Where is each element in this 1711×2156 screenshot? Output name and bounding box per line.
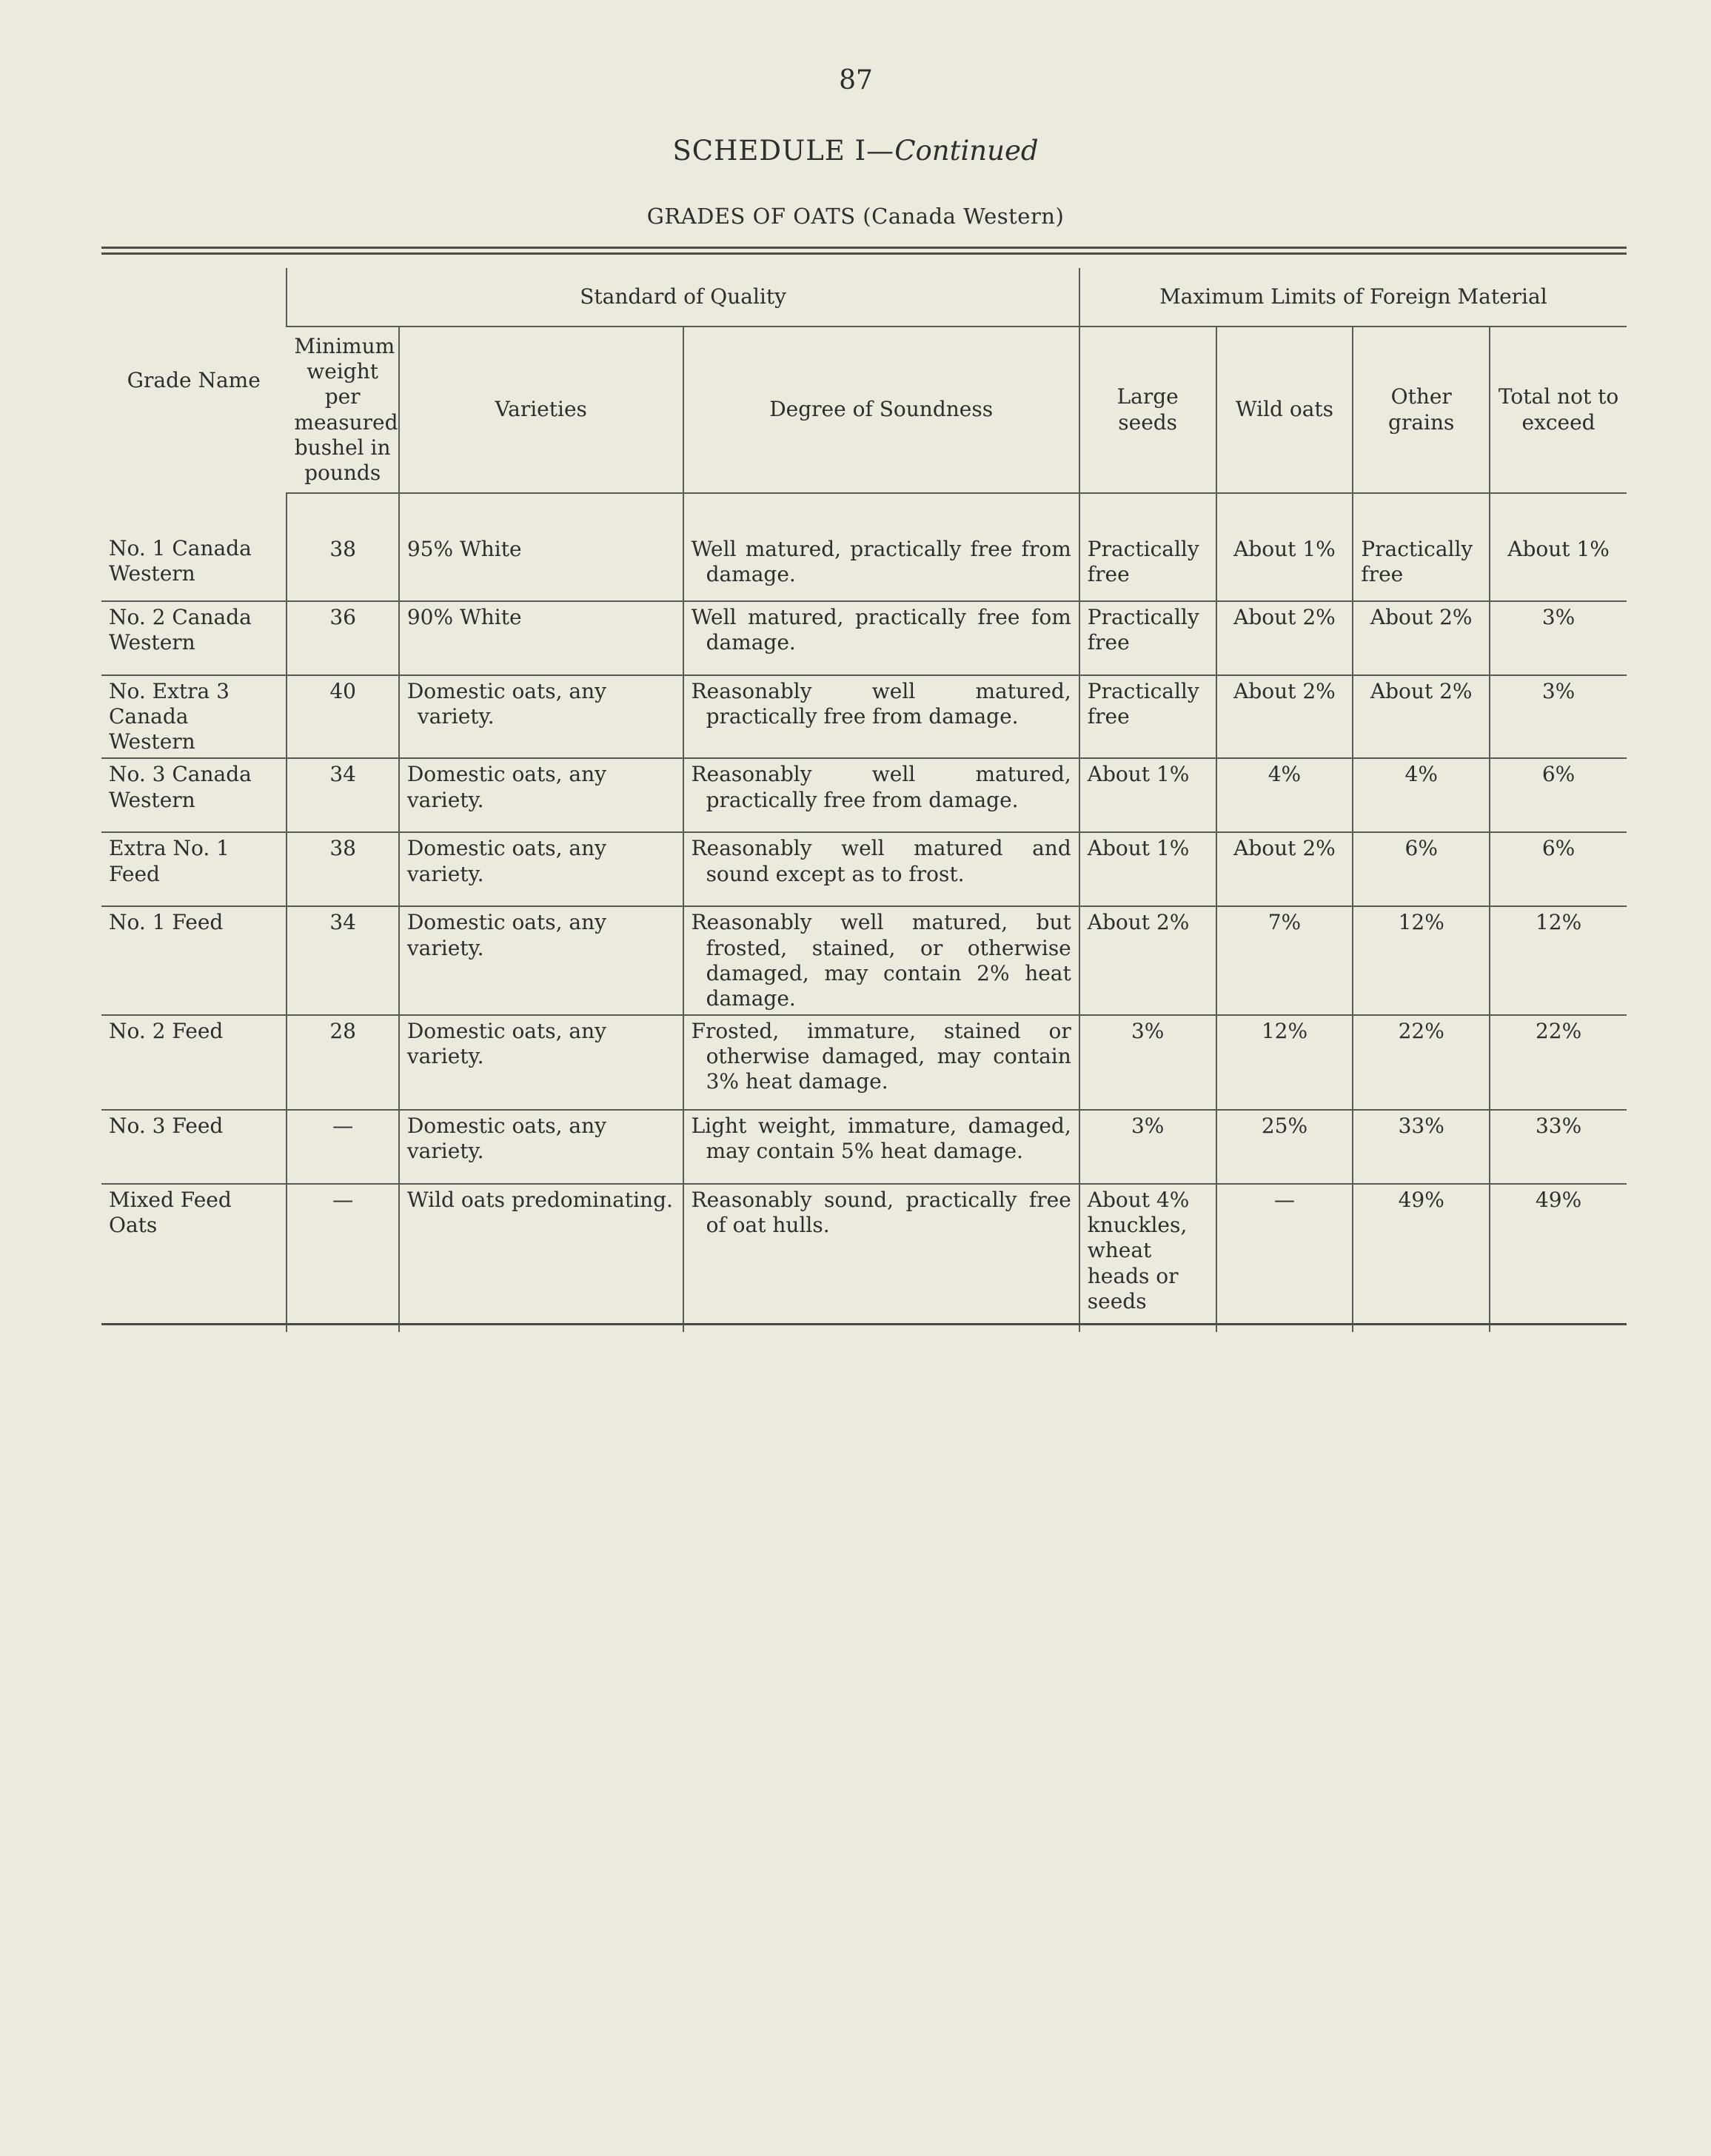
soundness-cell: Reasonably well matured and sound except as to frost. (683, 832, 1079, 906)
wild-oats-cell: About 2% (1216, 675, 1353, 758)
header-min-weight: Minimum weight per measured bushel in pounds (287, 327, 398, 493)
wild-oats-cell: About 2% (1216, 832, 1353, 906)
header-max-limits: Maximum Limits of Foreign Material (1079, 268, 1627, 327)
header-grade-name: Grade Name (127, 367, 261, 392)
large-seeds-cell: About 1% (1079, 832, 1216, 906)
other-grains-cell: 4% (1353, 758, 1490, 832)
total-cell: About 1% (1490, 493, 1627, 601)
schedule-title (0, 135, 1711, 167)
weight-cell: — (287, 1184, 398, 1332)
soundness-cell: Frosted, immature, stained or otherwise damaged, may contain 3% heat damage. (683, 1015, 1079, 1110)
wild-oats-cell: 7% (1216, 906, 1353, 1015)
soundness-cell: Reasonably well matured, practically free from damage. (683, 675, 1079, 758)
total-cell: 3% (1490, 601, 1627, 675)
header-varieties: Varieties (399, 327, 683, 493)
top-double-rule-upper (101, 247, 1627, 249)
weight-cell: — (287, 1110, 398, 1184)
page-number: 87 (839, 65, 873, 96)
other-grains-cell: 33% (1353, 1110, 1490, 1184)
total-cell: 33% (1490, 1110, 1627, 1184)
table-row (101, 601, 1627, 675)
wild-oats-cell: About 1% (1216, 493, 1353, 601)
total-cell: 6% (1490, 758, 1627, 832)
weight-cell: 34 (287, 906, 398, 1015)
other-grains-cell: About 2% (1353, 675, 1490, 758)
soundness-cell: Light weight, immature, damaged, may contain 5% heat damage. (683, 1110, 1079, 1184)
grade-name-cell: Mixed Feed Oats (101, 1184, 287, 1332)
grade-name-cell: No. 2 Canada Western (101, 601, 287, 675)
table-row (101, 1184, 1627, 1332)
weight-cell: 28 (287, 1015, 398, 1110)
total-cell: 49% (1490, 1184, 1627, 1332)
schedule-title-suffix: Continued (894, 135, 1039, 167)
other-grains-cell: Practically free (1353, 493, 1490, 601)
header-wild-oats: Wild oats (1216, 327, 1353, 493)
weight-cell: 34 (287, 758, 398, 832)
table-row (101, 1015, 1627, 1110)
large-seeds-cell: 3% (1079, 1015, 1216, 1110)
wild-oats-cell: 4% (1216, 758, 1353, 832)
table-row (101, 1110, 1627, 1184)
large-seeds-cell: Practically free (1079, 493, 1216, 601)
wild-oats-cell: 25% (1216, 1110, 1353, 1184)
weight-cell: 38 (287, 493, 398, 601)
large-seeds-cell: About 1% (1079, 758, 1216, 832)
grade-name-cell: No. 3 Canada Western (101, 758, 287, 832)
wild-oats-cell: 12% (1216, 1015, 1353, 1110)
grade-name-cell: Extra No. 1 Feed (101, 832, 287, 906)
wild-oats-cell: — (1216, 1184, 1353, 1332)
table-row (101, 832, 1627, 906)
grade-name-cell: No. 3 Feed (101, 1110, 287, 1184)
soundness-cell: Reasonably sound, practically free of oat hulls. (683, 1184, 1079, 1332)
varieties-cell: 95% White (399, 493, 683, 601)
header-degree-of-soundness: Degree of Soundness (683, 327, 1079, 493)
wild-oats-cell: About 2% (1216, 601, 1353, 675)
table-row (101, 675, 1627, 758)
weight-cell: 36 (287, 601, 398, 675)
grade-name-cell: No. Extra 3 Canada Western (101, 675, 287, 758)
total-cell: 6% (1490, 832, 1627, 906)
varieties-cell: Domestic oats, any variety. (399, 758, 683, 832)
varieties-cell: Domestic oats, any variety. (399, 1015, 683, 1110)
large-seeds-cell: About 2% (1079, 906, 1216, 1015)
grades-table (101, 268, 1627, 1332)
large-seeds-cell: Practically free (1079, 601, 1216, 675)
varieties-cell: Domestic oats, any variety. (399, 832, 683, 906)
table-row (101, 758, 1627, 832)
soundness-cell: Well matured, practically free from damage. (683, 493, 1079, 601)
other-grains-cell: 6% (1353, 832, 1490, 906)
header-other-grains: Other grains (1353, 327, 1490, 493)
varieties-cell: Wild oats predominating. (399, 1184, 683, 1332)
bottom-rule (101, 1323, 1627, 1325)
total-cell: 3% (1490, 675, 1627, 758)
soundness-cell: Well matured, practically free fom damage. (683, 601, 1079, 675)
grade-name-cell: No. 1 Canada Western (109, 536, 252, 586)
large-seeds-cell: 3% (1079, 1110, 1216, 1184)
grade-name-cell: No. 2 Feed (101, 1015, 287, 1110)
header-large-seeds: Large seeds (1079, 327, 1216, 493)
header-standard-of-quality: Standard of Quality (287, 268, 1079, 327)
table-row (101, 493, 1627, 601)
large-seeds-cell: Practically free (1079, 675, 1216, 758)
varieties-cell: 90% White (399, 601, 683, 675)
other-grains-cell: 22% (1353, 1015, 1490, 1110)
varieties-cell: Domestic oats, any variety. (399, 675, 683, 758)
varieties-cell: Domestic oats, any variety. (399, 1110, 683, 1184)
other-grains-cell: 12% (1353, 906, 1490, 1015)
table-row (101, 906, 1627, 1015)
grade-name-cell: No. 1 Feed (101, 906, 287, 1015)
weight-cell: 40 (287, 675, 398, 758)
weight-cell: 38 (287, 832, 398, 906)
header-total: Total not to exceed (1490, 327, 1627, 493)
other-grains-cell: About 2% (1353, 601, 1490, 675)
total-cell: 12% (1490, 906, 1627, 1015)
other-grains-cell: 49% (1353, 1184, 1490, 1332)
large-seeds-cell: About 4% knuckles, wheat heads or seeds (1079, 1184, 1216, 1332)
soundness-cell: Reasonably well matured, but frosted, stained, or otherwise damaged, may contain 2% heat damage. (683, 906, 1079, 1015)
total-cell: 22% (1490, 1015, 1627, 1110)
varieties-cell: Domestic oats, any variety. (399, 906, 683, 1015)
top-double-rule-lower (101, 252, 1627, 255)
soundness-cell: Reasonably well matured, practically free from damage. (683, 758, 1079, 832)
table-title: GRADES OF OATS (Canada Western) (646, 204, 1065, 229)
schedule-title-text: SCHEDULE I— (672, 135, 895, 167)
